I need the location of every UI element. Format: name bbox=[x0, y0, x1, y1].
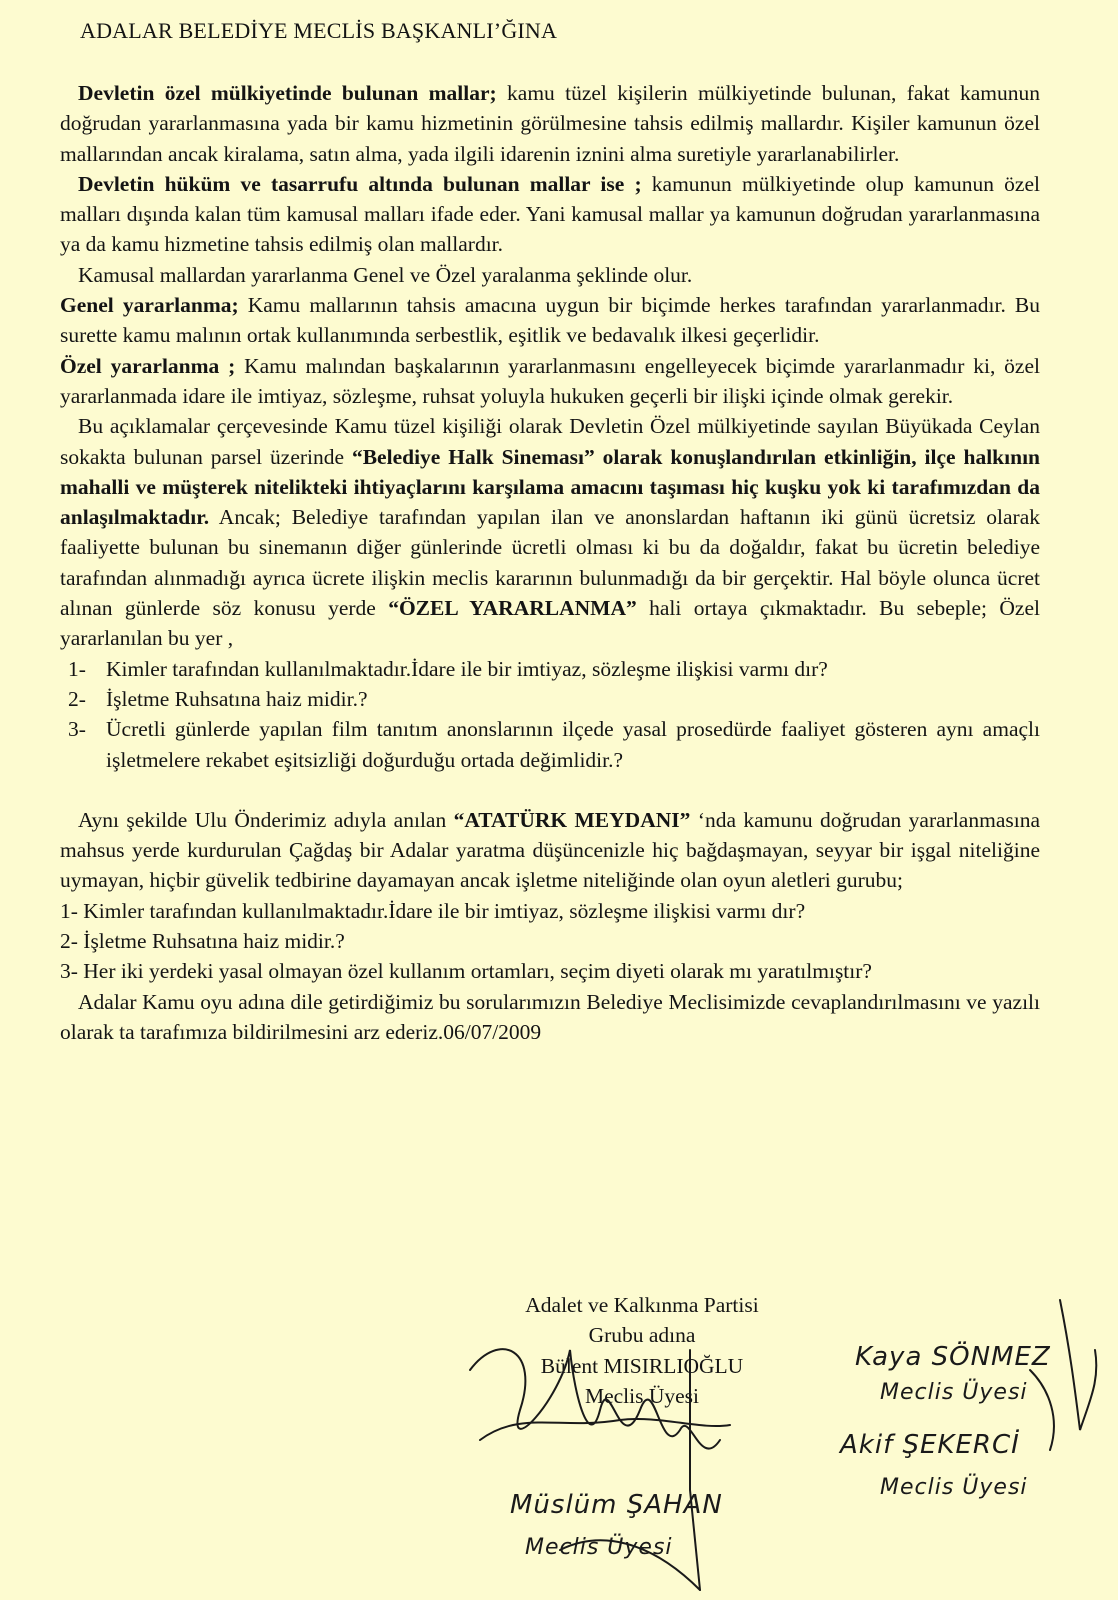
paragraph-closing: Adalar Kamu oyu adına dile getirdiğimiz bu sorularımızın Belediye Meclisimizde cevaplandırılmasını ve yazılı olarak ta tarafımıza bildirilmesini arz ederiz.06/07/2009 bbox=[60, 989, 1040, 1044]
bold-term: Devletin hüküm ve tasarrufu altında bulunan mallar ise ; bbox=[78, 171, 642, 196]
document-body bbox=[60, 18, 1040, 1047]
handwritten-role-3: Meclis Üyesi bbox=[880, 1475, 1028, 1500]
handwritten-role-2: Meclis Üyesi bbox=[525, 1535, 673, 1560]
paragraph-hukum-tasarruf: Devletin hüküm ve tasarrufu altında bulunan mallar ise ; kamunun mülkiyetinde olup kamunun özel malları dışında kalan tüm kamusal malları ifade eder. Yani kamusal mallar ya kamunun doğrudan yararlanmasına ya da kamu hizmetine tahsis edilmiş olan mallardır. bbox=[60, 171, 1040, 257]
list-item: 2- İşletme Ruhsatına haiz midir.? bbox=[60, 929, 345, 954]
group-label: Grubu adına bbox=[588, 1323, 696, 1348]
handwritten-name-2: Müslüm ŞAHAN bbox=[510, 1490, 723, 1520]
question-list-2 bbox=[60, 896, 1040, 987]
paragraph-ozel-mulkiyet: Devletin özel mülkiyetinde bulunan mallar; kamu tüzel kişilerin mülkiyetinde bulunan, fakat kamunun doğrudan yararlanmasına yada bir kamu hizmetinin görülmesine tahsis edilmiş mallardır. Kişiler kamunun özel mallarından ancak kiralama, satın alma, yada ilgili idarenin iznini alma suretiyle yararlanabilirler. bbox=[60, 81, 1040, 166]
list-item: 3- Her iki yerdeki yasal olmayan özel kullanım ortamları, seçim diyeti olarak mı yaratılmıştır? bbox=[60, 959, 872, 984]
paragraph-genel-yararlanma: Genel yararlanma; Kamu mallarının tahsis amacına uygun bir biçimde herkes tarafından yararlanmadır. Bu surette kamu malının ortak kullanımında serbestlik, eşitlik ve bedavalık ilkesi geçerlidir. bbox=[60, 293, 1040, 348]
party-name: Adalet ve Kalkınma Partisi bbox=[525, 1293, 759, 1317]
handwritten-role-1: Meclis Üyesi bbox=[880, 1380, 1028, 1405]
list-item: 3- Ücretli günlerde yapılan film tanıtım anonslarının ilçede yasal prosedürde faaliyet gösteren aynı amaçlı işletmelere rekabet eşitsizliği doğurduğu ortada değimlidir.? bbox=[68, 717, 1040, 772]
bold-term: Özel yararlanma ; bbox=[60, 353, 236, 378]
signer-name: Bülent MISIRLIOĞLU bbox=[540, 1353, 744, 1378]
paragraph-ozel-yararlanma: Özel yararlanma ; Kamu malından başkalarının yararlanmasını engelleyecek biçimde yararlanmadır ki, özel yararlanmada idare ile imtiyaz, sözleşme, ruhsat yoluyla hukuken geçerli bir ilişki içinde olmak gerekir. bbox=[60, 353, 1040, 408]
handwritten-name-3: Akif ŞEKERCİ bbox=[840, 1430, 1020, 1460]
handwritten-name-1: Kaya SÖNMEZ bbox=[855, 1342, 1051, 1372]
list-item: 2- İşletme Ruhsatına haiz midir.? bbox=[68, 686, 368, 711]
bold-term: Genel yararlanma; bbox=[60, 293, 239, 318]
paragraph-sinema: Bu açıklamalar çerçevesinde Kamu tüzel kişiliği olarak Devletin Özel mülkiyetinde sayılan Büyükada Ceylan sokakta bulunan parsel üzerinde “Belediye Halk Sineması” olarak konuşlandırılan etkinliğin, ilçe halkının mahalli ve müşterek nitelikteki ihtiyaçlarını karşılama amacını taşıması hiç kuşku yok ki tarafımızdan da anlaşılmaktadır. Ancak; Belediye tarafından yapılan ilan ve anonslardan haftanın iki günü ücretsiz olarak faaliyette bulunan bu sinemanın diğer günlerinde ücretli olması ki bu da doğaldır, fakat bu ücretin belediye tarafından alınmadığı ayrıca ücrete ilişkin meclis kararının bulunmadığı da bir gerçektir. Hal böyle olunca ücret alınan günlerde söz konusu yerde “ÖZEL YARARLANMA” hali ortaya çıkmaktadır. Bu sebeple; Özel yararlanılan bu yer , bbox=[60, 414, 1040, 651]
signer-role: Meclis Üyesi bbox=[584, 1383, 700, 1408]
paragraph-ataturk-meydani: Aynı şekilde Ulu Önderimiz adıyla anılan “ATATÜRK MEYDANI” ‘nda kamunu doğrudan yararlanmasına mahsus yerde kurdurulan Çağdaş bir Adalar yaratma düşüncenizle hiç bağdaşmayan, seyyar bir işgal niteliğine uymayan, hiçbir güvelik tedbirine dayamayan ancak işletme niteliğinde olan oyun aletleri gurubu; bbox=[60, 807, 1040, 893]
question-list-1 bbox=[60, 654, 1040, 775]
document-heading: ADALAR BELEDİYE MECLİS BAŞKANLI’ĞINA bbox=[80, 18, 558, 43]
bold-term: Devletin özel mülkiyetinde bulunan mallar; bbox=[78, 81, 497, 105]
list-item: 1- Kimler tarafından kullanılmaktadır.İdare ile bir imtiyaz, sözleşme ilişkisi varmı dır? bbox=[68, 656, 828, 681]
signature-area bbox=[0, 1290, 1118, 1600]
list-item: 1- Kimler tarafından kullanılmaktadır.İdare ile bir imtiyaz, sözleşme ilişkisi varmı dır? bbox=[60, 898, 806, 923]
paragraph-kamusal-mallar: Kamusal mallardan yararlanma Genel ve Özel yaralanma şeklinde olur. bbox=[78, 262, 693, 287]
